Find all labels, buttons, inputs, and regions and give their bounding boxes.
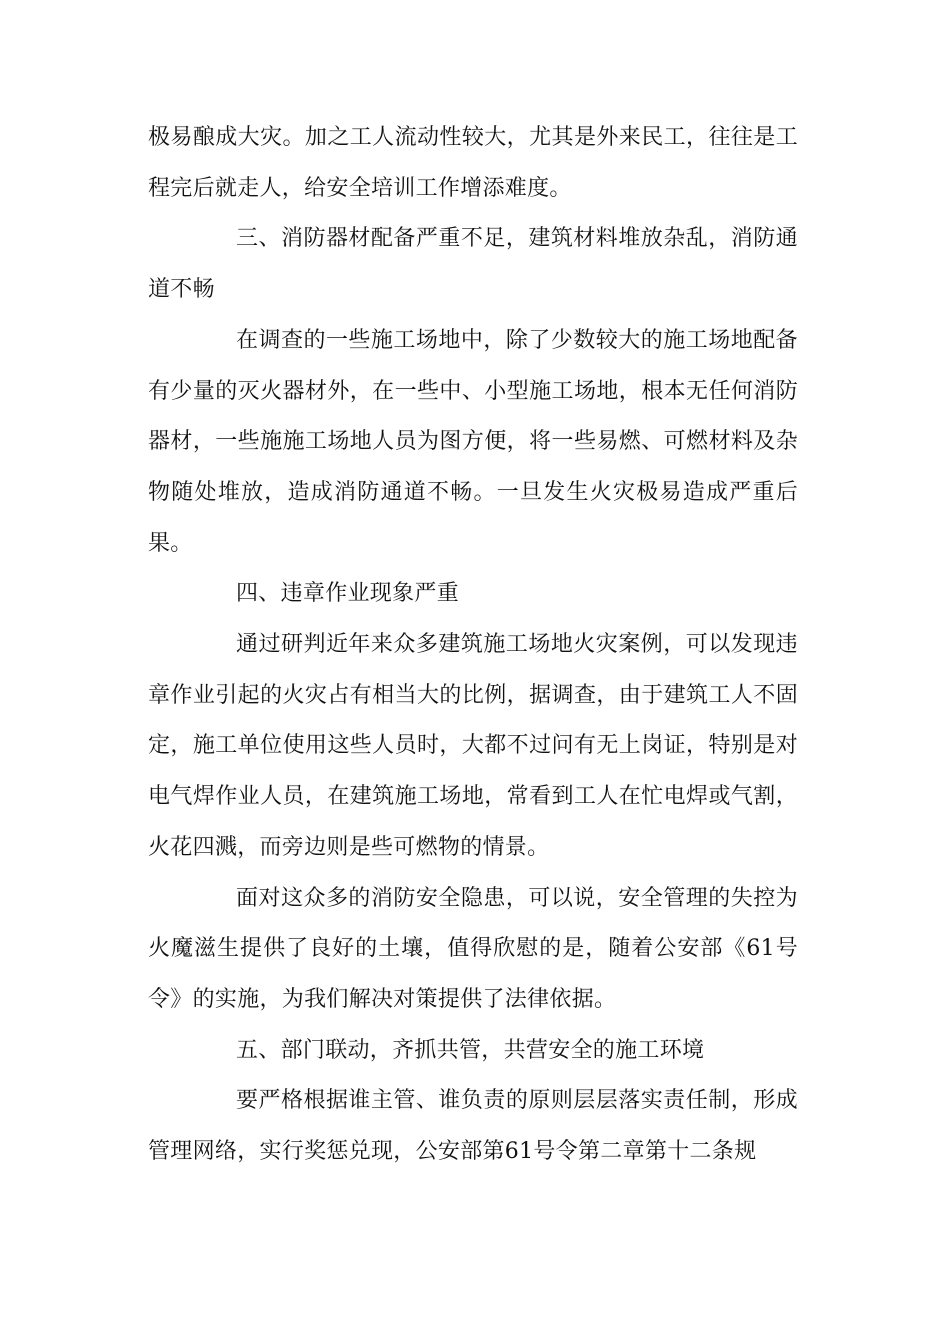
paragraph: 要严格根据谁主管、谁负责的原则层层落实责任制，形成管理网络，实行奖惩兑现，公安部第61号令第二章第十二条规 — [148, 1088, 798, 1165]
paragraph: 面对这众多的消防安全隐患，可以说，安全管理的失控为火魔滋生提供了良好的土壤，值得欣慰的是，随着公安部《61号令》的实施，为我们解决对策提供了法律依据。 — [148, 885, 798, 1012]
section-heading-5: 五、部门联动，齐抓共管，共营安全的施工环境 — [236, 1037, 705, 1063]
section-heading-3: 三、消防器材配备严重不足，建筑材料堆放杂乱，消防通道不畅 — [148, 226, 798, 303]
document-body — [148, 113, 798, 1178]
paragraph-continuation: 极易酿成大灾。加之工人流动性较大，尤其是外来民工，往往是工程完后就走人，给安全培训工作增添难度。 — [148, 125, 798, 201]
section-heading-4: 四、违章作业现象严重 — [236, 581, 460, 607]
paragraph: 在调查的一些施工场地中，除了少数较大的施工场地配备有少量的灭火器材外，在一些中、小型施工场地，根本无任何消防器材，一些施施工场地人员为图方便，将一些易燃、可燃材料及杂物随处堆放，造成消防通道不畅。一旦发生火灾极易造成严重后果。 — [148, 327, 798, 556]
paragraph: 通过研判近年来众多建筑施工场地火灾案例，可以发现违章作业引起的火灾占有相当大的比例，据调查，由于建筑工人不固定，施工单位使用这些人员时，大都不过问有无上岗证，特别是对电气焊作业人员，在建筑施工场地，常看到工人在忙电焊或气割，火花四溅，而旁边则是些可燃物的情景。 — [148, 632, 798, 860]
